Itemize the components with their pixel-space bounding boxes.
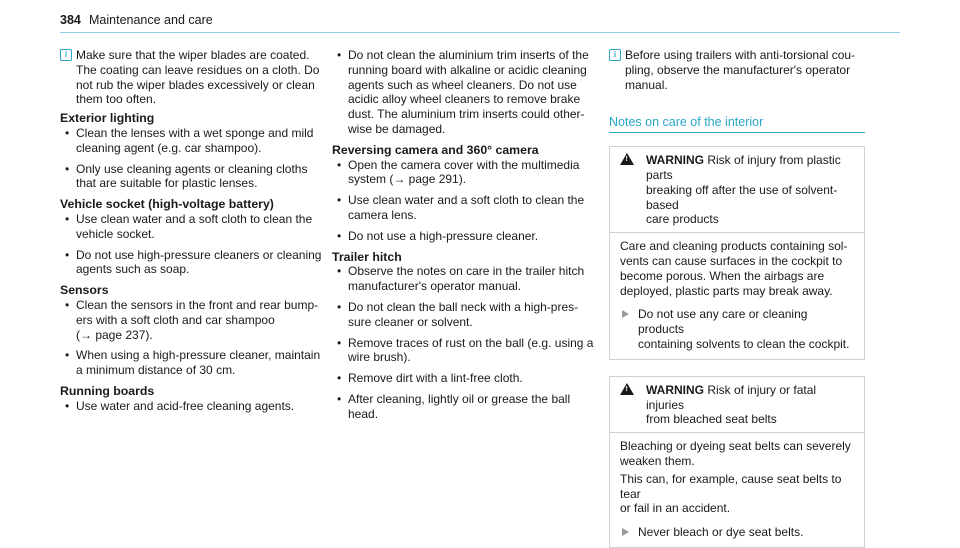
list-item: • Do not use high-pressure cleaners or cleaning agents such as soap. <box>60 248 326 278</box>
heading-sensors: Sensors <box>60 283 109 298</box>
warning-box: ! WARNING Risk of injury or fatal injuries from bleached seat belts Bleaching or dyeing seat belts can severely weaken them. This can, for example, cause seat belts to tear or fail in an accident. Never bleach or dye seat belts. <box>609 376 865 548</box>
column-2 <box>332 48 594 422</box>
list-item: • Use clean water and a soft cloth to clean the vehicle socket. <box>60 212 326 242</box>
warning-box: ! WARNING Risk of injury from plastic parts breaking off after the use of solvent-based care products Care and cleaning products containing sol- vents can cause surfaces in the cockpit to become porous. When the airbags are deployed, plastic parts may break away. Do not use any care or cleaning products containing solvents to clean the cockpit. <box>609 146 865 360</box>
action-step: Do not use any care or cleaning products containing solvents to clean the cockpit. <box>620 307 854 351</box>
list-item: • Use clean water and a soft cloth to clean the camera lens. <box>332 193 594 223</box>
page-header <box>60 10 900 33</box>
list-item: • Remove traces of rust on the ball (e.g. using a wire brush). <box>332 336 594 366</box>
column-3 <box>609 48 865 548</box>
list-item: • After cleaning, lightly oil or grease the ball head. <box>332 392 594 422</box>
list-item: • Clean the lenses with a wet sponge and mild cleaning agent (e.g. car shampoo). <box>60 126 326 156</box>
list-item: • Only use cleaning agents or cleaning cloths that are suitable for plastic lenses. <box>60 162 326 192</box>
action-step: Never bleach or dye seat belts. <box>620 525 854 540</box>
info-note: i Before using trailers with anti-torsional cou- pling, observe the manufacturer's operator manual. <box>609 48 865 92</box>
list-item: • Do not clean the aluminium trim inserts of the running board with alkaline or acidic cleaning agents such as wheel cleaners. Do not use acidic alloy wheel cleaners to remove brake dust. The aluminium trim inserts could other- wise be damaged. <box>332 48 594 137</box>
section-title: Maintenance and care <box>89 13 213 27</box>
warning-label: WARNING <box>646 382 704 397</box>
column-1 <box>60 48 326 414</box>
list-item: • Do not use a high-pressure cleaner. <box>332 229 594 244</box>
list-item: • Remove dirt with a lint-free cloth. <box>332 371 594 386</box>
list-item: • Observe the notes on care in the trailer hitch manufacturer's operator manual. <box>332 264 594 294</box>
warning-label: WARNING <box>646 153 704 168</box>
list-item: • Do not clean the ball neck with a high-pres- sure cleaner or solvent. <box>332 300 594 330</box>
page-reference-link[interactable]: system (→ page 291). <box>348 172 467 187</box>
warning-triangle-icon: ! <box>620 153 634 165</box>
heading-running-boards: Running boards <box>60 383 155 398</box>
warning-triangle-icon: ! <box>620 383 634 395</box>
heading-exterior-lighting: Exterior lighting <box>60 111 155 126</box>
info-icon: i <box>609 49 621 61</box>
arrow-right-icon <box>622 310 629 318</box>
page-reference-link[interactable]: (→ page 237). <box>76 327 153 342</box>
heading-trailer-hitch: Trailer hitch <box>332 249 402 264</box>
heading-vehicle-socket: Vehicle socket (high-voltage battery) <box>60 197 274 212</box>
page-number: 384 <box>60 13 81 27</box>
heading-reversing-camera: Reversing camera and 360° camera <box>332 142 539 157</box>
list-item: • Clean the sensors in the front and rear bump- ers with a soft cloth and car shampoo (→ page 237). <box>60 298 326 342</box>
section-heading-interior-care: Notes on care of the interior <box>609 115 865 133</box>
list-item: • Open the camera cover with the multimedia system (→ page 291). <box>332 158 594 188</box>
list-item: • Use water and acid-free cleaning agents. <box>60 399 326 414</box>
arrow-right-icon <box>622 528 629 536</box>
info-icon: i <box>60 49 72 61</box>
info-note: i Make sure that the wiper blades are coated. The coating can leave residues on a cloth. Do not rub the wiper blades excessively or clean them too often. <box>60 48 326 107</box>
list-item: • When using a high-pressure cleaner, maintain a minimum distance of 30 cm. <box>60 348 326 378</box>
